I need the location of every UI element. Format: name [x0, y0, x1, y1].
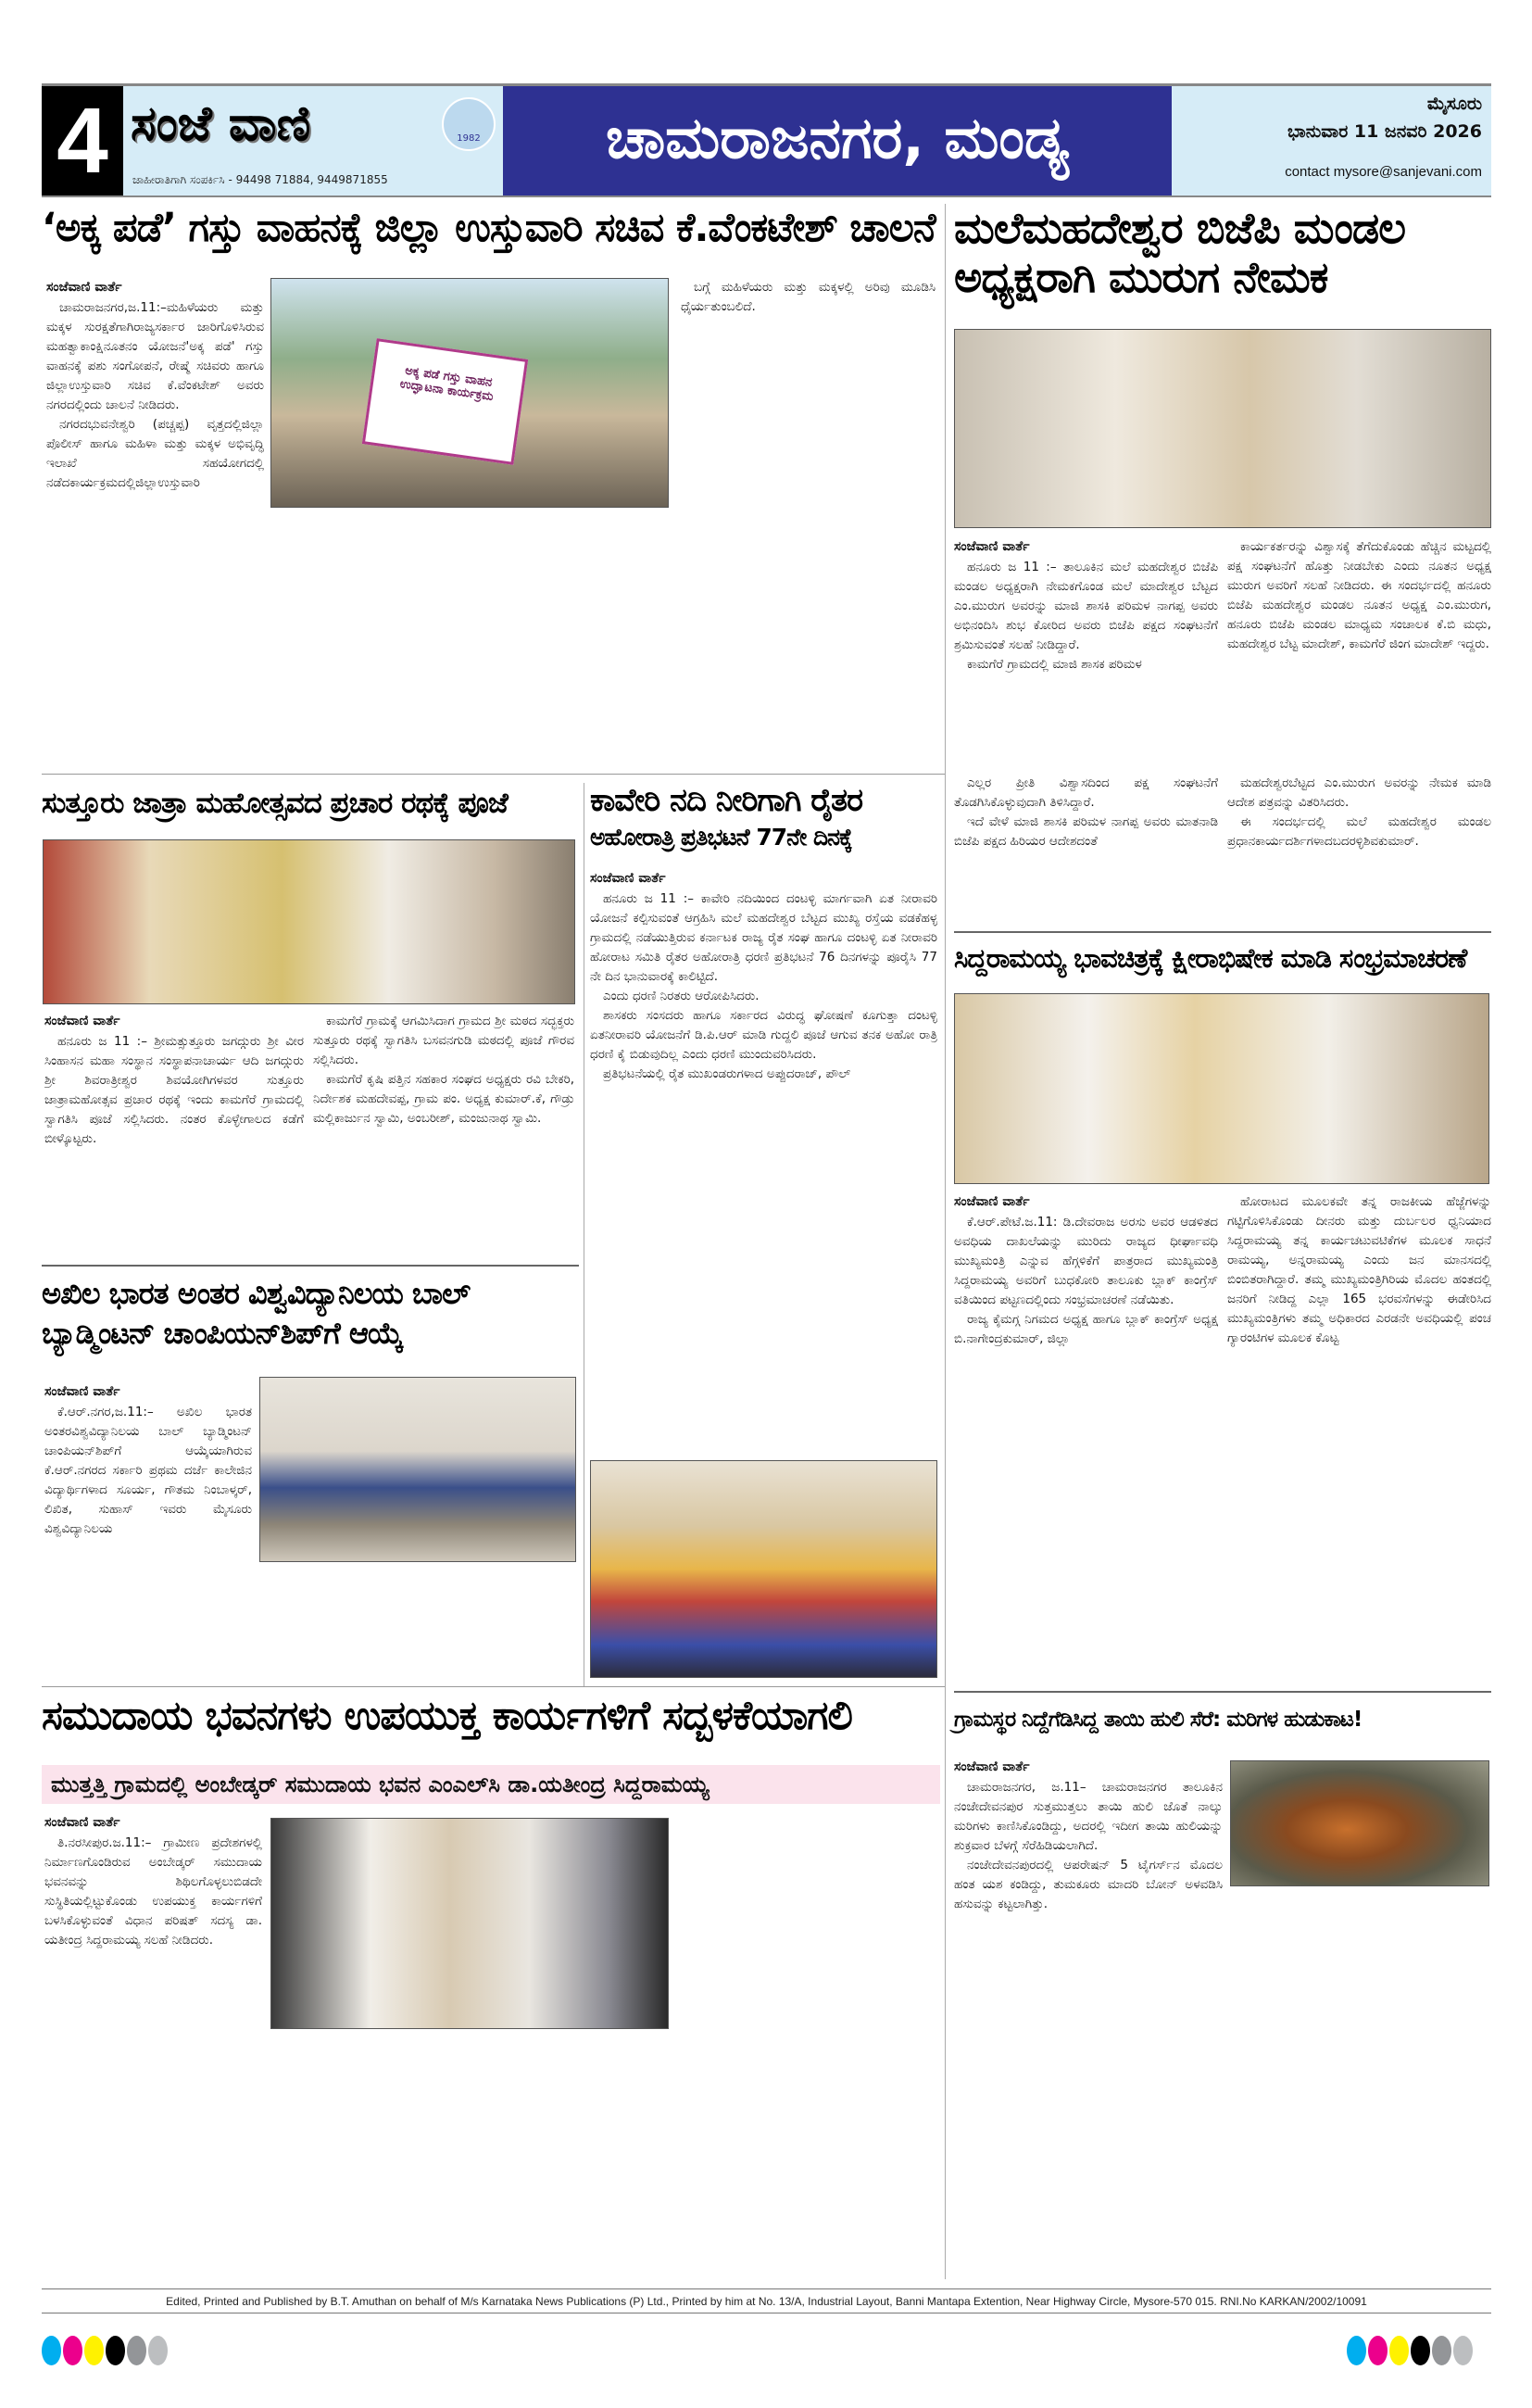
registration-marks-left [42, 2336, 170, 2369]
byline: ಸಂಜೆವಾಣಿ ವಾರ್ತೆ [954, 1759, 1030, 1774]
edition-title-band [503, 86, 1172, 195]
byline: ಸಂಜೆವಾಣಿ ವಾರ್ತೆ [44, 1014, 120, 1028]
registration-dot [63, 2336, 82, 2365]
registration-dot [1389, 2336, 1409, 2365]
paragraph: ಹನೂರು ಜ 11 :– ತಾಲೂಕಿನ ಮಲೆ ಮಹದೇಶ್ವರ ಬಿಜೆಪಿ ಮಂಡಲ ಅಧ್ಯಕ್ಷರಾಗಿ ನೇಮಕಗೊಂಡ ಮಲೆ ಮಾದೇಶ್ವರ ಬೆಟ್ಟದ ಎಂ.ಮುರುಗ ಅವರನ್ನು ಮಾಜಿ ಶಾಸಕಿ ಪರಿಮಳ ನಾಗಪ್ಪ ಅವರು ಅಭಿನಂದಿಸಿ ಶುಭ ಕೋರಿದ ಅವರು ಬಿಜೆಪಿ ಪಕ್ಷದ ಸಂಘಟನೆಗೆ ಶ್ರಮಿಸುವಂತೆ ಸಲಹೆ ನೀಡಿದ್ದಾರೆ. [954, 560, 1218, 652]
city: ಮೈಸೂರು [1426, 94, 1482, 114]
seal-year: 1982 [457, 133, 481, 144]
paragraph: ಹನೂರು ಜ 11 :– ಕಾವೇರಿ ನದಿಯಿಂದ ದಂಟಳ್ಳಿ ಮಾರ್ಗವಾಗಿ ಏತ ನೀರಾವರಿ ಯೋಜನೆ ಕಲ್ಪಿಸುವಂತೆ ಆಗ್ರಹಿಸಿ ಮಲೆ ಮಹದೇಶ್ವರ ಬೆಟ್ಟದ ಮುಖ್ಯ ರಸ್ತೆಯ ವಡಕೆಹಳ್ಳ ಗ್ರಾಮದಲ್ಲಿ ನಡೆಯುತ್ತಿರುವ ಕರ್ನಾಟಕ ರಾಜ್ಯ ರೈತ ಸಂಘ ಹಾಗೂ ದಂಟಳ್ಳಿ ಏತ ನೀರಾವರಿ ಹೋರಾಟ ಸಮಿತಿ ರೈತರ ಅಹೋರಾತ್ರಿ ಧರಣಿ ಪ್ರತಿಭಟನೆ 76 ದಿನಗಳನ್ನು ಪೂರೈಸಿ 77 ನೇ ದಿನ ಭಾನುವಾರಕ್ಕೆ ಕಾಲಿಟ್ಟಿದೆ. [590, 891, 937, 984]
headline-line: ಅಖಿಲ ಭಾರತ ಅಂತರ ವಿಶ್ವವಿದ್ಯಾನಿಲಯ ಬಾಲ್ [42, 1276, 471, 1311]
paragraph: ನಗರದಭುವನೇಶ್ವರಿ (ಪಚ್ಚಪ್ಪ) ವೃತ್ತದಲ್ಲಿಜಿಲ್ಲಾ ಪೊಲೀಸ್ ಹಾಗೂ ಮಹಿಳಾ ಮತ್ತು ಮಕ್ಕಳ ಅಭಿವೃದ್ಧಿ ಇಲಾಖೆ ಸಹಯೋಗದಲ್ಲಿ ನಡೆದಕಾರ್ಯಕ್ರಮದಲ್ಲಿಜಿಲ್ಲಾಉಸ್ತುವಾರಿ [46, 417, 264, 490]
siddaramaiah-photo [954, 993, 1489, 1184]
paragraph: ಕಾಮಗೆರೆ ಕೃಷಿ ಪತ್ತಿನ ಸಹಕಾರ ಸಂಘದ ಅಧ್ಯಕ್ಷರು ರವಿ ಬೇಕರಿ, ನಿರ್ದೇಶಕ ಮಹದೇವಪ್ಪ, ಗ್ರಾಮ ಪಂ. ಅಧ್ಯಕ್ಷ ಕುಮಾರ್.ಕೆ, ಗೌಡ್ರು ಮಲ್ಲಿಕಾರ್ಜುನ ಸ್ವಾಮಿ, ಅಂಬರೀಶ್, ಮಂಜುನಾಥ ಸ್ವಾಮಿ. [313, 1072, 574, 1126]
registration-dot [1347, 2336, 1366, 2365]
bjp-mandal-col-1 [954, 537, 1218, 769]
headline-line: ಕಾವೇರಿ ನದಿ ನೀರಿಗಾಗಿ ರೈತರ [590, 782, 863, 819]
siddaramaiah-col-1 [954, 1192, 1218, 1683]
section-rule [954, 931, 1491, 933]
paragraph: ಎಲ್ಲರ ಪ್ರೀತಿ ವಿಶ್ವಾಸದಿಂದ ಪಕ್ಷ ಸಂಘಟನೆಗೆ ತೊಡಗಿಸಿಕೊಳ್ಳುವುದಾಗಿ ತಿಳಿಸಿದ್ದಾರೆ. [954, 775, 1218, 810]
ball-badminton-col-1 [44, 1382, 252, 1683]
registration-dot [148, 2336, 168, 2365]
masthead-bottom-rule [42, 195, 1491, 197]
bjp-mandal-photo [954, 329, 1491, 528]
sutturu-col-2 [313, 1012, 574, 1257]
paragraph: ಚಾಮರಾಜನಗರ, ಜ.11– ಚಾಮರಾಜನಗರ ತಾಲೂಕಿನ ನಂಜೇದೇವನಪುರ ಸುತ್ತಮುತ್ತಲು ತಾಯಿ ಹುಲಿ ಜೊತೆ ನಾಲ್ಕು ಮರಿಗಳು ಕಾಣಿಸಿಕೊಂಡಿದ್ದು, ಅದರಲ್ಲಿ ಇದೀಗ ತಾಯಿ ಹುಲಿಯನ್ನು ಶುಕ್ರವಾರ ಬೆಳಗ್ಗೆ ಸೆರೆಹಿಡಿಯಲಾಗಿದೆ. [954, 1780, 1223, 1853]
subheadline-samudaya-bar [42, 1765, 940, 1804]
byline: ಸಂಜೆವಾಣಿ ವಾರ್ತೆ [590, 871, 666, 886]
byline: ಸಂಜೆವಾಣಿ ವಾರ್ತೆ [954, 1194, 1030, 1209]
paragraph: ಕೆ.ಆರ್.ಪೇಟೆ.ಜ.11: ಡಿ.ದೇವರಾಜ ಅರಸು ಅವರ ಆಡಳಿತದ ಅವಧಿಯ ದಾಖಲೆಯನ್ನು ಮುರಿದು ರಾಜ್ಯದ ಧೀರ್ಘಾವಧಿ ಮುಖ್ಯಮಂತ್ರಿ ಎನ್ನುವ ಹೆಗ್ಗಳಿಕೆಗೆ ಪಾತ್ರರಾದ ಮುಖ್ಯಮಂತ್ರಿ ಸಿದ್ದರಾಮಯ್ಯ ಅವರಿಗೆ ಬುಧಕೋರಿ ತಾಲೂಕು ಬ್ಲಾಕ್ ಕಾಂಗ್ರೆಸ್ ವತಿಯಿಂದ ಪಟ್ಟಣದಲ್ಲಿಂದು ಸಂಭ್ರಮಾಚರಣೆ ನಡೆಯಿತು. [954, 1215, 1218, 1307]
registration-dot [106, 2336, 125, 2365]
byline: ಸಂಜೆವಾಣಿ ವಾರ್ತೆ [44, 1384, 120, 1399]
bjp-mandal-col-3 [954, 774, 1218, 929]
kaveri-protest-photo [590, 1460, 937, 1678]
akka-pade-banner: ಅಕ್ಕ ಪಡೆ ಗಸ್ತು ವಾಹನ ಉದ್ಘಾಟನಾ ಕಾರ್ಯಕ್ರಮ [362, 338, 528, 465]
headline-line: ಬ್ಯಾಡ್ಮಿಂಟನ್ ಚಾಂಪಿಯನ್‌ಶಿಪ್‌ಗೆ ಆಯ್ಕೆ [42, 1316, 403, 1352]
samudaya-col-1 [44, 1813, 262, 2281]
headline-kaveri [590, 783, 937, 851]
headline-samudaya: ಸಮುದಾಯ ಭವನಗಳು ಉಪಯುಕ್ತ ಕಾರ್ಯಗಳಿಗೆ ಸದ್ಬಳಕೆಯಾಗಲಿ [42, 1693, 852, 1739]
bjp-mandal-col-2 [1227, 537, 1491, 769]
headline-line: ಅಹೋರಾತ್ರಿ ಪ್ರತಿಭಟನೆ 77ನೇ ದಿನಕ್ಕೆ [590, 824, 852, 851]
registration-dot [84, 2336, 104, 2365]
imprint: Edited, Printed and Published by B.T. Amuthan on behalf of M/s Karnataka News Publications (P) Ltd., Printed by him at No. 13/A, Industrial Layout, Banni Mantapa Extention, Near Highway Circle, Mysore-570 015. RNI.No KARKAN/2002/10091 [166, 2295, 1367, 2308]
section-rule [42, 1686, 945, 1687]
registration-marks-right [1347, 2336, 1475, 2369]
paper-name: ಸಂಜೆ ವಾಣಿ [131, 96, 311, 152]
paragraph: ಕಾಮಗೆರೆ ಗ್ರಾಮಕ್ಕೆ ಆಗಮಿಸಿದಾಗ ಗ್ರಾಮದ ಶ್ರೀ ಮಠದ ಸದ್ಭಕ್ತರು ಸುತ್ತೂರು ರಥಕ್ಕೆ ಸ್ವಾಗತಿಸಿ ಬಸವನಗುಡಿ ಮಠದಲ್ಲಿ ಪೂಜೆ ಗೌರವ ಸಲ್ಲಿಸಿದರು. [313, 1014, 574, 1067]
dove-seal-icon [442, 97, 496, 151]
kaveri-body [590, 869, 937, 1453]
paragraph: ಚಾಮರಾಜನಗರ,ಜ.11:–ಮಹಿಳೆಯರು ಮತ್ತು ಮಕ್ಕಳ ಸುರಕ್ಷತೆಗಾಗಿರಾಜ್ಯಸರ್ಕಾರ ಜಾರಿಗೊಳಿಸಿರುವ ಮಹತ್ವಾಕಾಂಕ್ಷಿನೂತನಂ ಯೋಜನೆ'ಅಕ್ಕ ಪಡೆ' ಗಸ್ತು ವಾಹನಕ್ಕೆ ಪಶು ಸಂಗೋಪನೆ, ರೇಷ್ಮೆ ಸಚಿವರು ಹಾಗೂ ಜಿಲ್ಲಾಉಸ್ತುವಾರಿ ಸಚಿವ ಕೆ.ವೆಂಕಟೇಶ್ ಅವರು ನಗರದಲ್ಲಿಂದು ಚಾಲನೆ ನೀಡಿದರು. [46, 300, 264, 412]
paragraph: ಕಾರ್ಯಕರ್ತರನ್ನು ವಿಶ್ವಾಸಕ್ಕೆ ತೆಗೆದುಕೊಂಡು ಹೆಚ್ಚಿನ ಮಟ್ಟದಲ್ಲಿ ಪಕ್ಷ ಸಂಘಟನೆಗೆ ಹೊತ್ತು ನೀಡಬೇಕು ಎಂದು ನೂತನ ಅಧ್ಯಕ್ಷ ಮುರುಗ ಅವರಿಗೆ ಸಲಹೆ ನೀಡಿದರು. ಈ ಸಂದರ್ಭದಲ್ಲಿ ಹನೂರು ಬಿಜೆಪಿ ಮಹದೇಶ್ವರ ಮಂಡಲ ನೂತನ ಅಧ್ಯಕ್ಷ ಎಂ.ಮುರುಗ, ಹನೂರು ಬಿಜೆಪಿ ಮಂಡಲ ಮಾಧ್ಯಮ ಸಂಚಾಲಕ ಕೆ.ಬಿ ಮಧು, ಮಹದೇಶ್ವರ ಬೆಟ್ಟ ಮಾದೇಶ್, ಕಾಮಗೆರೆ ಜಿಂಗ ಮಾದೇಶ್ ಇದ್ದರು. [1227, 539, 1491, 651]
sutturu-col-1 [44, 1012, 304, 1257]
paragraph: ಪ್ರತಿಭಟನೆಯಲ್ಲಿ ರೈತ ಮುಖಂಡರುಗಳಾದ ಅಪ್ಪುದರಾಜ್, ಪೌಲ್ [603, 1066, 851, 1081]
paragraph: ಮಹದೇಶ್ವರಬೆಟ್ಟದ ಎಂ.ಮುರುಗ ಅವರನ್ನು ನೇಮಕ ಮಾಡಿ ಆದೇಶ ಪತ್ರವನ್ನು ವಿತರಿಸಿದರು. [1227, 775, 1491, 810]
byline: ಸಂಜೆವಾಣಿ ವಾರ್ತೆ [954, 539, 1030, 554]
bjp-mandal-col-4 [1227, 774, 1491, 929]
subheadline-samudaya: ಮುತ್ತತ್ತಿ ಗ್ರಾಮದಲ್ಲಿ ಅಂಬೇಡ್ಕರ್ ಸಮುದಾಯ ಭವನ ಎಂಎಲ್‌ಸಿ ಡಾ.ಯತೀಂದ್ರ ಸಿದ್ದರಾಮಯ್ಯ [51, 1771, 709, 1797]
issue-date: ಭಾನುವಾರ 11 ಜನವರಿ 2026 [1287, 121, 1482, 142]
siddaramaiah-col-2 [1227, 1192, 1491, 1683]
sutturu-photo [43, 839, 575, 1004]
registration-dot [1368, 2336, 1388, 2365]
headline-akka-pade: ‘ಅಕ್ಕ ಪಡೆ’ ಗಸ್ತು ವಾಹನಕ್ಕೆ ಜಿಲ್ಲಾ ಉಸ್ತುವಾರಿ ಸಚಿವ ಕೆ.ವೆಂಕಟೇಶ್ ಚಾಲನೆ [42, 205, 936, 251]
section-rule [42, 774, 945, 775]
registration-dot [127, 2336, 146, 2365]
paragraph: ಶಾಸಕರು ಸಂಸದರು ಹಾಗೂ ಸರ್ಕಾರದ ವಿರುದ್ಧ ಘೋಷಣೆ ಕೂಗುತ್ತಾ ದಂಟಳ್ಳಿ ಏತನೀರಾವರಿ ಯೋಜನೆಗೆ ಡಿ.ಪಿ.ಆರ್ ಮಾಡಿ ಗುದ್ದಲಿ ಪೂಜೆ ಆಗುವ ತನಕ ಅಹೋ ರಾತ್ರಿ ಧರಣಿ ಕೈ ಬಿಡುವುದಿಲ್ಲ ಎಂದು ಧರಣಿ ಮುಂದುವರಿಸಿದರು. [590, 1008, 937, 1062]
registration-dot [1411, 2336, 1430, 2365]
byline: ಸಂಜೆವಾಣಿ ವಾರ್ತೆ [44, 1815, 120, 1830]
headline-siddaramaiah: ಸಿದ್ದರಾಮಯ್ಯ ಭಾವಚಿತ್ರಕ್ಕೆ ಕ್ಷೀರಾಭಿಷೇಕ ಮಾಡಿ ಸಂಭ್ರಮಾಚರಣೆ [954, 942, 1467, 974]
byline: ಸಂಜೆವಾಣಿ ವಾರ್ತೆ [46, 280, 122, 295]
headline-bjp-mandal [954, 204, 1491, 302]
paragraph: ಈ ಸಂದರ್ಭದಲ್ಲಿ ಮಲೆ ಮಹದೇಶ್ವರ ಮಂಡಲ ಪ್ರಧಾನಕಾರ್ಯದರ್ಶಿಗಳಾದಬದರಳ್ಳಿಶಿವಕುಮಾರ್. [1227, 814, 1491, 849]
headline-tiger: ಗ್ರಾಮಸ್ಥರ ನಿದ್ದೆಗೆಡಿಸಿದ್ದ ತಾಯಿ ಹುಲಿ ಸೆರೆ: ಮರಿಗಳ ಹುಡುಕಾಟ! [954, 1708, 1362, 1732]
samudaya-photo [270, 1818, 669, 2029]
paragraph: ಇದೆ ವೇಳೆ ಮಾಜಿ ಶಾಸಕಿ ಪರಿಮಳ ನಾಗಪ್ಪ ಅವರು ಮಾತನಾಡಿ ಬಿಜೆಪಿ ಪಕ್ಷದ ಹಿರಿಯರ ಆದೇಶದಂತೆ [954, 814, 1218, 849]
ball-badminton-team-photo [259, 1377, 576, 1562]
tiger-photo [1230, 1760, 1489, 1886]
paragraph: ಕಾಮಗೆರೆ ಗ್ರಾಮದಲ್ಲಿ ಮಾಜಿ ಶಾಸಕ ಪರಿಮಳ [967, 657, 1142, 672]
akka-pade-col-1 [46, 278, 264, 769]
paragraph: ನಂಜೇದೇವನಪುರದಲ್ಲಿ ಆಪರೇಷನ್ 5 ಟೈಗರ್ಸ್‌ನ ಮೊದಲ ಹಂತ ಯಶ ಕಂಡಿದ್ದು, ತುಮಕೂರು ಮಾದರಿ ಬೋನ್ ಅಳವಡಿಸಿ ಹಸುವನ್ನು ಕಟ್ಟಲಾಗಿತ್ತು. [954, 1858, 1223, 1911]
paragraph: ರಾಜ್ಯ ಕೈಮಗ್ಗ ನಿಗಮದ ಅಧ್ಯಕ್ಷ ಹಾಗೂ ಬ್ಲಾಕ್ ಕಾಂಗ್ರೆಸ್ ಅಧ್ಯಕ್ಷ ಬಿ.ನಾಗೇಂದ್ರಕುಮಾರ್, ಜಿಲ್ಲಾ [954, 1312, 1218, 1346]
masthead-info [1172, 86, 1491, 195]
paragraph: ತಿ.ನರಸೀಪುರ.ಜ.11:– ಗ್ರಾಮೀಣ ಪ್ರದೇಶಗಳಲ್ಲಿ ನಿರ್ಮಾಣಗೊಂಡಿರುವ ಅಂಬೇಡ್ಕರ್ ಸಮುದಾಯ ಭವನವನ್ನು ಶಿಥಿಲಗೊಳ್ಳಲುಬಿಡದೇ ಸುಸ್ಥಿತಿಯಲ್ಲಿಟ್ಟುಕೊಂಡು ಉಪಯುಕ್ತ ಕಾರ್ಯಗಳಿಗೆ ಬಳಸಿಕೊಳ್ಳುವಂತೆ ವಿಧಾನ ಪರಿಷತ್ ಸದಸ್ಯ ಡಾ. ಯತೀಂದ್ರ ಸಿದ್ದರಾಮಯ್ಯ ಸಲಹೆ ನೀಡಿದರು. [44, 1835, 262, 1948]
contact-email: contact mysore@sanjevani.com [1285, 164, 1482, 180]
column-divider [945, 204, 946, 2279]
registration-dot [1453, 2336, 1473, 2365]
paper-logo [123, 86, 503, 195]
paragraph: ಬಗ್ಗೆ ಮಹಿಳೆಯರು ಮತ್ತು ಮಕ್ಕಳಲ್ಲಿ ಅರಿವು ಮೂಡಿಸಿ ಧೈರ್ಯತುಂಬಲಿದೆ. [681, 280, 936, 314]
paragraph: ಹೋರಾಟದ ಮೂಲಕವೇ ತನ್ನ ರಾಜಕೀಯ ಹೆಜ್ಜೆಗಳನ್ನು ಗಟ್ಟಿಗೊಳಿಸಿಕೊಂಡು ದೀನರು ಮತ್ತು ದುರ್ಬಲರ ಧ್ವನಿಯಾದ ಸಿದ್ದರಾಮಯ್ಯ ತನ್ನ ಕಾರ್ಯಚಟುವಟಿಕೆಗಳ ಮೂಲಕ ಸಾಧನೆ ರಾಮಯ್ಯ, ಅನ್ನರಾಮಯ್ಯ ಎಂದು ಜನ ಮಾನಸದಲ್ಲಿ ಬಿಂಬಿತರಾಗಿದ್ದಾರೆ. ತಮ್ಮ ಮುಖ್ಯಮಂತ್ರಿಗಿರಿಯ ಮೊದಲ ಹಂತದಲ್ಲಿ ಜನರಿಗೆ ನೀಡಿದ್ದ ಎಲ್ಲಾ 165 ಭರವಸೆಗಳನ್ನು ಈಡೇರಿಸಿದ ಮುಖ್ಯಮಂತ್ರಿಗಳು ತಮ್ಮ ಅಧಿಕಾರದ ಎರಡನೇ ಅವಧಿಯಲ್ಲಿ ಪಂಚ ಗ್ಯಾರಂಟಿಗಳ ಮೂಲಕ ಕೊಟ್ಟ [1227, 1194, 1491, 1345]
headline-line: ಅಧ್ಯಕ್ಷರಾಗಿ ಮುರುಗ ನೇಮಕ [954, 251, 1328, 302]
edition-title: ಚಾಮರಾಜನಗರ, ಮಂಡ್ಯ [606, 104, 1069, 171]
headline-ball-badminton [42, 1274, 574, 1354]
paragraph: ಹನೂರು ಜ 11 :– ಶ್ರೀಮತ್ಸುತ್ತೂರು ಜಗದ್ಗುರು ಶ್ರೀ ವೀರ ಸಿಂಹಾಸನ ಮಹಾ ಸಂಸ್ಥಾನ ಸಂಸ್ಥಾಪನಾಚಾರ್ಯ ಆದಿ ಜಗದ್ಗುರು ಶ್ರೀ ಶಿವರಾತ್ರೀಶ್ವರ ಶಿವಯೋಗಿಗಳವರ ಸುತ್ತೂರು ಜಾತ್ರಾಮಹೋತ್ಸವ ಪ್ರಚಾರ ರಥಕ್ಕೆ ಇಂದು ಕಾಮಗೆರೆ ಗ್ರಾಮದಲ್ಲಿ ಸ್ವಾಗತಿಸಿ ಪೂಜೆ ಸಲ್ಲಿಸಿದರು. ನಂತರ ಕೊಳ್ಳೇಗಾಲದ ಕಡೆಗೆ ಬೀಳ್ಕೊಟ್ಟರು. [44, 1034, 304, 1146]
registration-dot [42, 2336, 61, 2365]
paragraph: ಕೆ.ಆರ್.ನಗರ,ಜ.11:– ಅಖಿಲ ಭಾರತ ಅಂತರವಿಶ್ವವಿದ್ಯಾನಿಲಯ ಬಾಲ್ ಬ್ಯಾಡ್ಮಿಂಟನ್ ಚಾಂಪಿಯನ್‌ಶಿಪ್‌ಗೆ ಆಯ್ಕೆಯಾಗಿರುವ ಕೆ.ಆರ್.ನಗರದ ಸರ್ಕಾರಿ ಪ್ರಥಮ ದರ್ಜೆ ಕಾಲೇಜಿನ ವಿದ್ಯಾರ್ಥಿಗಳಾದ ಸೂರ್ಯ, ಗೌತಮ ನಿಂಬಾಳ್ಕರ್, ಲಿಖಿತ, ಸುಹಾಸ್ ಇವರು ಮೈಸೂರು ವಿಶ್ವವಿದ್ಯಾನಿಲಯ [44, 1405, 252, 1536]
akka-pade-photo [270, 278, 669, 508]
section-rule [42, 1265, 579, 1267]
tiger-col-1 [954, 1758, 1223, 2281]
akka-pade-col-2-3 [270, 514, 669, 769]
section-rule [954, 1691, 1491, 1693]
footer-rule [42, 2288, 1491, 2289]
akka-pade-col-4 [681, 278, 936, 769]
headline-sutturu: ಸುತ್ತೂರು ಜಾತ್ರಾ ಮಹೋತ್ಸವದ ಪ್ರಚಾರ ರಥಕ್ಕೆ ಪೂಜೆ [42, 787, 508, 820]
page-number: 4 [42, 86, 123, 195]
headline-line: ಮಲೆಮಹದೇಶ್ವರ ಬಿಜೆಪಿ ಮಂಡಲ [954, 203, 1406, 253]
ad-contact: ಜಾಹೀರಾತಿಗಾಗಿ ಸಂಪರ್ಕಿಸಿ - 94498 71884, 9449871855 [132, 173, 388, 186]
registration-dot [1432, 2336, 1451, 2365]
paragraph: ಎಂದು ಧರಣಿ ನಿರತರು ಆರೋಪಿಸಿದರು. [603, 989, 760, 1003]
